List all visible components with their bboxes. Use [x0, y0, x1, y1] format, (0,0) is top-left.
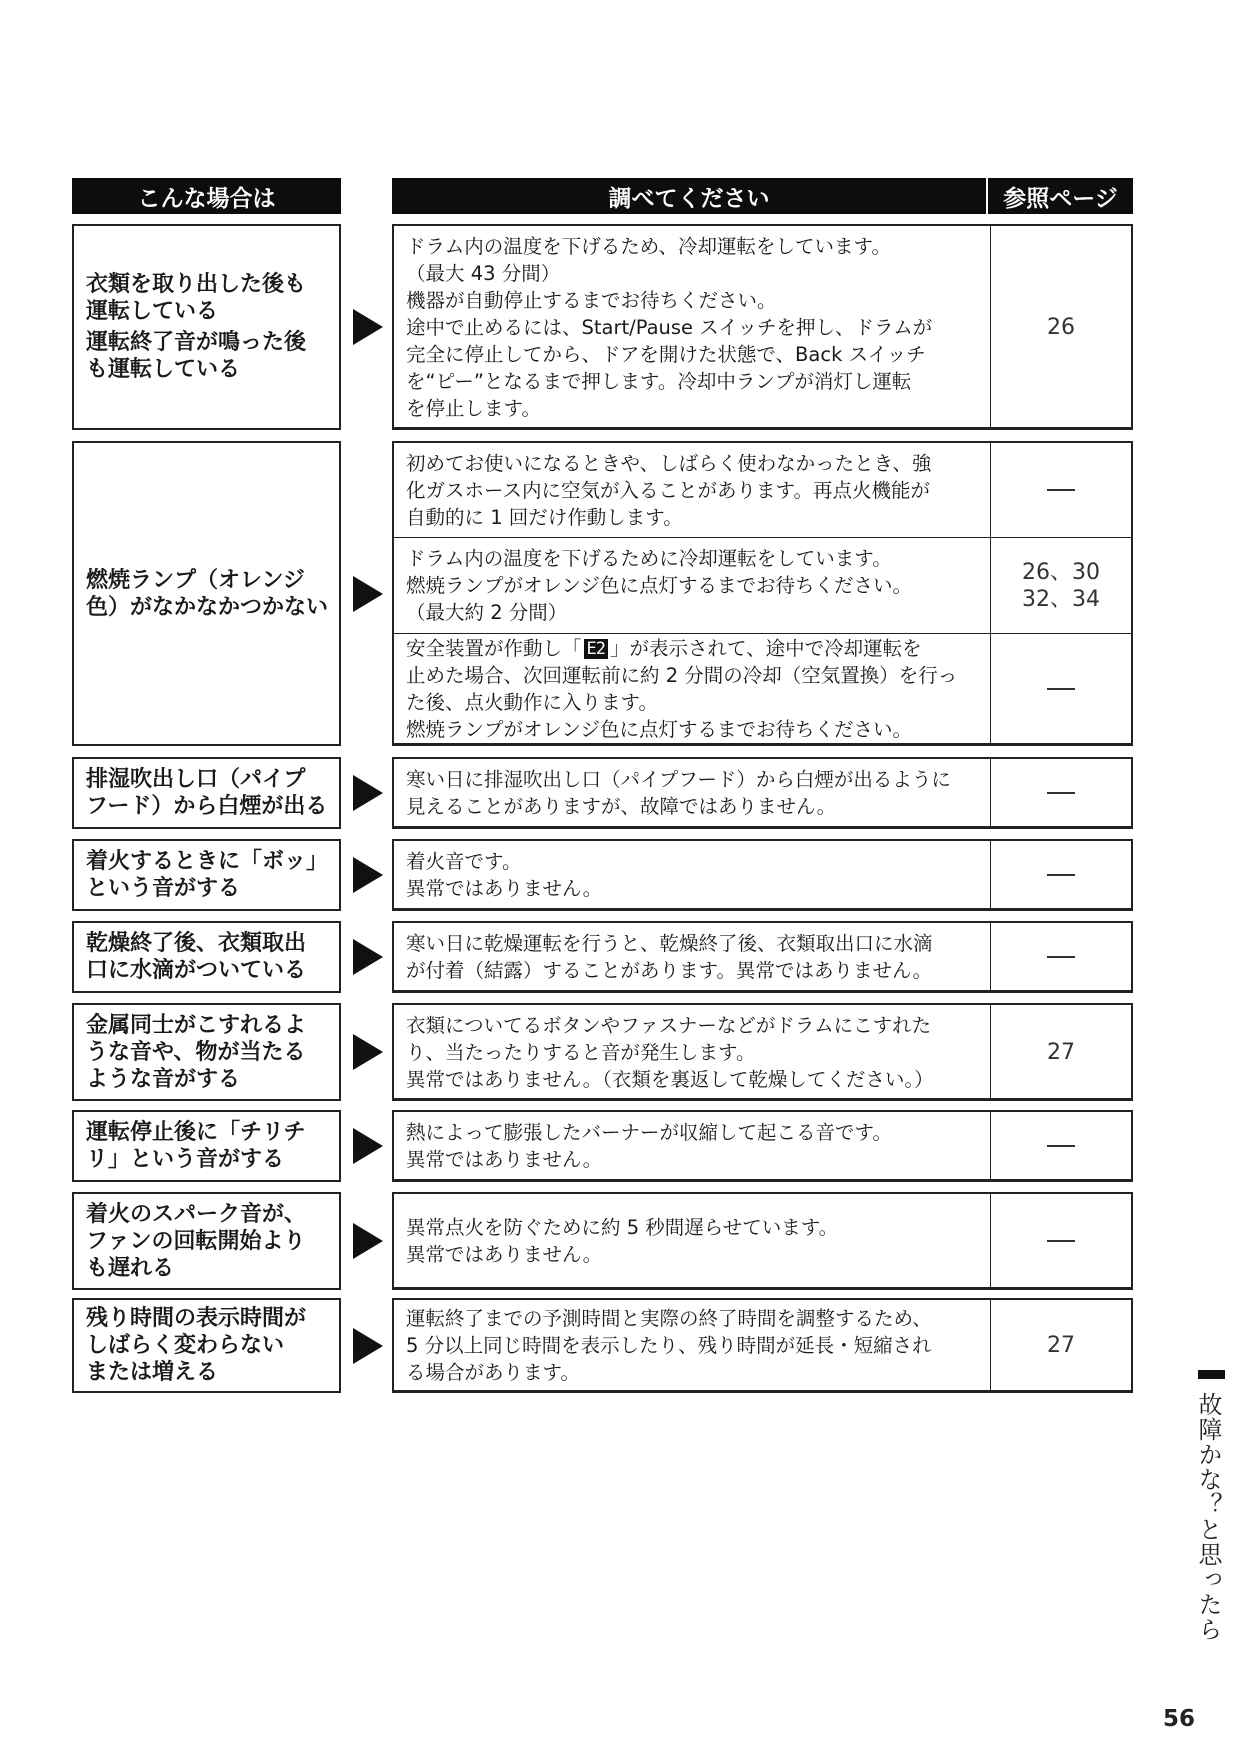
- condition-cell: [72, 441, 341, 746]
- check-entry: [394, 841, 1131, 909]
- check-text: [394, 1005, 990, 1099]
- condition-line: 衣類を取り出した後も: [86, 272, 307, 297]
- check-entry: [394, 443, 1131, 537]
- reference-page-number: 27: [1047, 1333, 1075, 1358]
- check-text-line: を停止します。: [406, 396, 541, 420]
- check-entry: [394, 923, 1131, 991]
- check-text: [394, 634, 990, 744]
- check-cell-group: [392, 1003, 1133, 1101]
- pointer-arrow-icon: [353, 775, 383, 811]
- check-entry: [394, 226, 1131, 428]
- pointer-arrow-icon: [353, 939, 383, 975]
- condition-line: ファンの回転開始より: [86, 1228, 306, 1254]
- reference-page-cell: [990, 538, 1131, 633]
- condition-line: 口に水滴がついている: [86, 958, 307, 983]
- pointer-arrow-icon: [353, 1328, 383, 1364]
- check-text-line: 初めてお使いになるときや、しばらく使わなかったとき、強: [406, 451, 932, 475]
- check-text-line: を“ピー”となるまで押します。冷却中ランプが消灯し運転: [406, 369, 912, 393]
- check-text-line: 止めた場合、次回運転前に約 2 分間の冷却（空気置換）を行っ: [406, 664, 958, 687]
- check-cell-group: [392, 1110, 1133, 1182]
- check-text-line: 異常ではありません。（衣類を裏返して乾燥してください。）: [406, 1067, 934, 1091]
- condition-line: 運転している: [86, 299, 219, 324]
- condition-line: 着火のスパーク音が、: [86, 1201, 307, 1227]
- condition-line: 排湿吹出し口（パイプ: [86, 767, 306, 792]
- check-text-segment: 安全装置が作動し「: [406, 637, 582, 660]
- check-text-line: ドラム内の温度を下げるために冷却運転をしています。: [406, 547, 892, 570]
- check-text-line: 燃焼ランプがオレンジ色に点灯するまでお待ちください。: [406, 718, 913, 741]
- no-reference-dash: [1047, 1240, 1075, 1242]
- no-reference-dash: [1047, 688, 1075, 690]
- check-text-line: 異常ではありません。: [406, 1243, 603, 1266]
- condition-line: 金属同士がこすれるよ: [86, 1012, 307, 1038]
- condition-line: ような音がする: [86, 1066, 241, 1092]
- check-text-line: 異常ではありません。: [406, 1148, 603, 1171]
- check-entry: [394, 633, 1131, 744]
- condition-line: という音がする: [86, 876, 241, 901]
- check-entry: [394, 759, 1131, 827]
- check-text: [394, 226, 990, 428]
- condition-cell: [72, 224, 341, 430]
- reference-page-cell: [990, 443, 1131, 537]
- check-text: [394, 1300, 990, 1391]
- reference-page-cell: [990, 759, 1131, 827]
- check-entry: [394, 537, 1131, 633]
- check-text-line: （最大約 2 分間）: [406, 601, 568, 624]
- pointer-arrow-icon: [353, 1034, 383, 1070]
- condition-line: 運転停止後に「チリチ: [86, 1120, 306, 1145]
- reference-page-cell: [990, 1005, 1131, 1099]
- condition-line: 乾燥終了後、衣類取出: [86, 931, 307, 956]
- check-text: [394, 538, 990, 633]
- check-text-line: る場合があります。: [406, 1361, 580, 1384]
- check-text-line: 異常ではありません。: [406, 877, 603, 900]
- condition-line: 運転終了音が鳴った後: [86, 330, 307, 355]
- condition-cell: [72, 839, 341, 911]
- condition-cell: [72, 1298, 341, 1393]
- reference-page-cell: [990, 634, 1131, 744]
- check-text-line: [406, 635, 980, 662]
- condition-line: 燃焼ランプ（オレンジ: [86, 567, 305, 593]
- check-text-line: 自動的に 1 回だけ作動します。: [406, 505, 683, 529]
- check-entry: [394, 1112, 1131, 1180]
- check-text-line: り、当たったりすると音が発生します。: [406, 1040, 756, 1064]
- check-text-line: 機器が自動停止するまでお待ちください。: [406, 288, 777, 312]
- pointer-arrow-icon: [353, 309, 383, 345]
- no-reference-dash: [1047, 792, 1075, 794]
- pointer-arrow-icon: [353, 857, 383, 893]
- reference-page-cell: [990, 1112, 1131, 1180]
- condition-line: しばらく変わらない: [86, 1333, 285, 1358]
- no-reference-dash: [1047, 874, 1075, 876]
- condition-cell: [72, 1110, 341, 1182]
- reference-column-header: 参照ページ: [988, 178, 1133, 214]
- condition-line: 着火するときに「ボッ」: [86, 849, 329, 874]
- check-text: [394, 1194, 990, 1288]
- no-reference-dash: [1047, 1145, 1075, 1147]
- reference-page-number: 26、30: [1022, 559, 1100, 585]
- check-text-line: ドラム内の温度を下げるため、冷却運転をしています。: [406, 234, 891, 258]
- check-text: [394, 923, 990, 991]
- check-text-line: 化ガスホース内に空気が入ることがあります。再点火機能が: [406, 478, 930, 502]
- condition-line: 色）がなかなかつかない: [86, 594, 329, 620]
- condition-line: フード）から白煙が出る: [86, 794, 328, 819]
- check-cell-group: [392, 441, 1133, 746]
- check-text: [394, 443, 990, 537]
- check-cell-group: [392, 1298, 1133, 1393]
- check-text-line: 完全に停止してから、ドアを開けた状態で、Back スイッチ: [406, 342, 926, 366]
- check-entry: [394, 1194, 1131, 1288]
- section-label: 故障かな？と思ったら: [1194, 1392, 1222, 1642]
- check-text: [394, 759, 990, 827]
- check-text-line: 異常点火を防ぐために約 5 秒間遅らせています。: [406, 1216, 839, 1239]
- check-entry: [394, 1300, 1131, 1391]
- check-text: [394, 1112, 990, 1180]
- reference-page-cell: [990, 226, 1131, 428]
- condition-cell: [72, 757, 341, 829]
- no-reference-dash: [1047, 489, 1075, 491]
- reference-page-cell: [990, 841, 1131, 909]
- reference-page-number: 26: [1047, 314, 1075, 340]
- check-text-line: 見えることがありますが、故障ではありません。: [406, 795, 837, 818]
- check-text-line: 熱によって膨張したバーナーが収縮して起こる音です。: [406, 1121, 892, 1144]
- reference-page-cell: [990, 1194, 1131, 1288]
- check-column-header: 調べてください: [392, 178, 986, 214]
- condition-cell: [72, 1003, 341, 1101]
- check-text-line: が付着（結露）することがあります。異常ではありません。: [406, 959, 933, 982]
- check-cell-group: [392, 1192, 1133, 1290]
- condition-column-header: こんな場合は: [72, 178, 341, 214]
- check-cell-group: [392, 757, 1133, 829]
- no-reference-dash: [1047, 956, 1075, 958]
- pointer-arrow-icon: [353, 576, 383, 612]
- check-text-line: 寒い日に乾燥運転を行うと、乾燥終了後、衣類取出口に水滴: [406, 932, 933, 955]
- check-text-line: 途中で止めるには、Start/Pause スイッチを押し、ドラムが: [406, 315, 933, 339]
- condition-line: うな音や、物が当たる: [86, 1039, 306, 1065]
- check-cell-group: [392, 224, 1133, 430]
- reference-page-number: 27: [1047, 1039, 1075, 1065]
- check-text-line: 寒い日に排湿吹出し口（パイプフード）から白煙が出るように: [406, 768, 951, 791]
- check-text-line: 着火音です。: [406, 850, 522, 873]
- reference-page-number: 32、34: [1022, 586, 1100, 612]
- section-marker: [1198, 1370, 1225, 1379]
- check-text-line: 5 分以上同じ時間を表示したり、残り時間が延長・短縮され: [406, 1334, 932, 1357]
- page-number: 56: [1163, 1706, 1196, 1732]
- reference-page-cell: [990, 923, 1131, 991]
- reference-page-cell: [990, 1300, 1131, 1391]
- check-cell-group: [392, 921, 1133, 993]
- check-text-segment: 」が表示されて、途中で冷却運転を: [610, 637, 922, 660]
- check-cell-group: [392, 839, 1133, 911]
- check-text-line: 衣類についてるボタンやファスナーなどがドラムにこすれた: [406, 1013, 932, 1037]
- check-text-line: た後、点火動作に入ります。: [406, 691, 658, 714]
- condition-cell: [72, 1192, 341, 1290]
- pointer-arrow-icon: [353, 1128, 383, 1164]
- pointer-arrow-icon: [353, 1223, 383, 1259]
- check-text-line: 燃焼ランプがオレンジ色に点灯するまでお待ちください。: [406, 574, 913, 597]
- condition-line: も運転している: [86, 357, 241, 382]
- condition-line: リ」という音がする: [86, 1147, 285, 1172]
- error-code-display: E2: [584, 639, 608, 659]
- condition-line: または増える: [86, 1360, 219, 1385]
- condition-cell: [72, 921, 341, 993]
- condition-line: も遅れる: [86, 1255, 175, 1281]
- condition-line: 残り時間の表示時間が: [86, 1306, 307, 1331]
- check-entry: [394, 1005, 1131, 1099]
- check-text: [394, 841, 990, 909]
- check-text-line: 運転終了までの予測時間と実際の終了時間を調整するため、: [406, 1307, 932, 1330]
- check-text-line: （最大 43 分間）: [406, 261, 561, 285]
